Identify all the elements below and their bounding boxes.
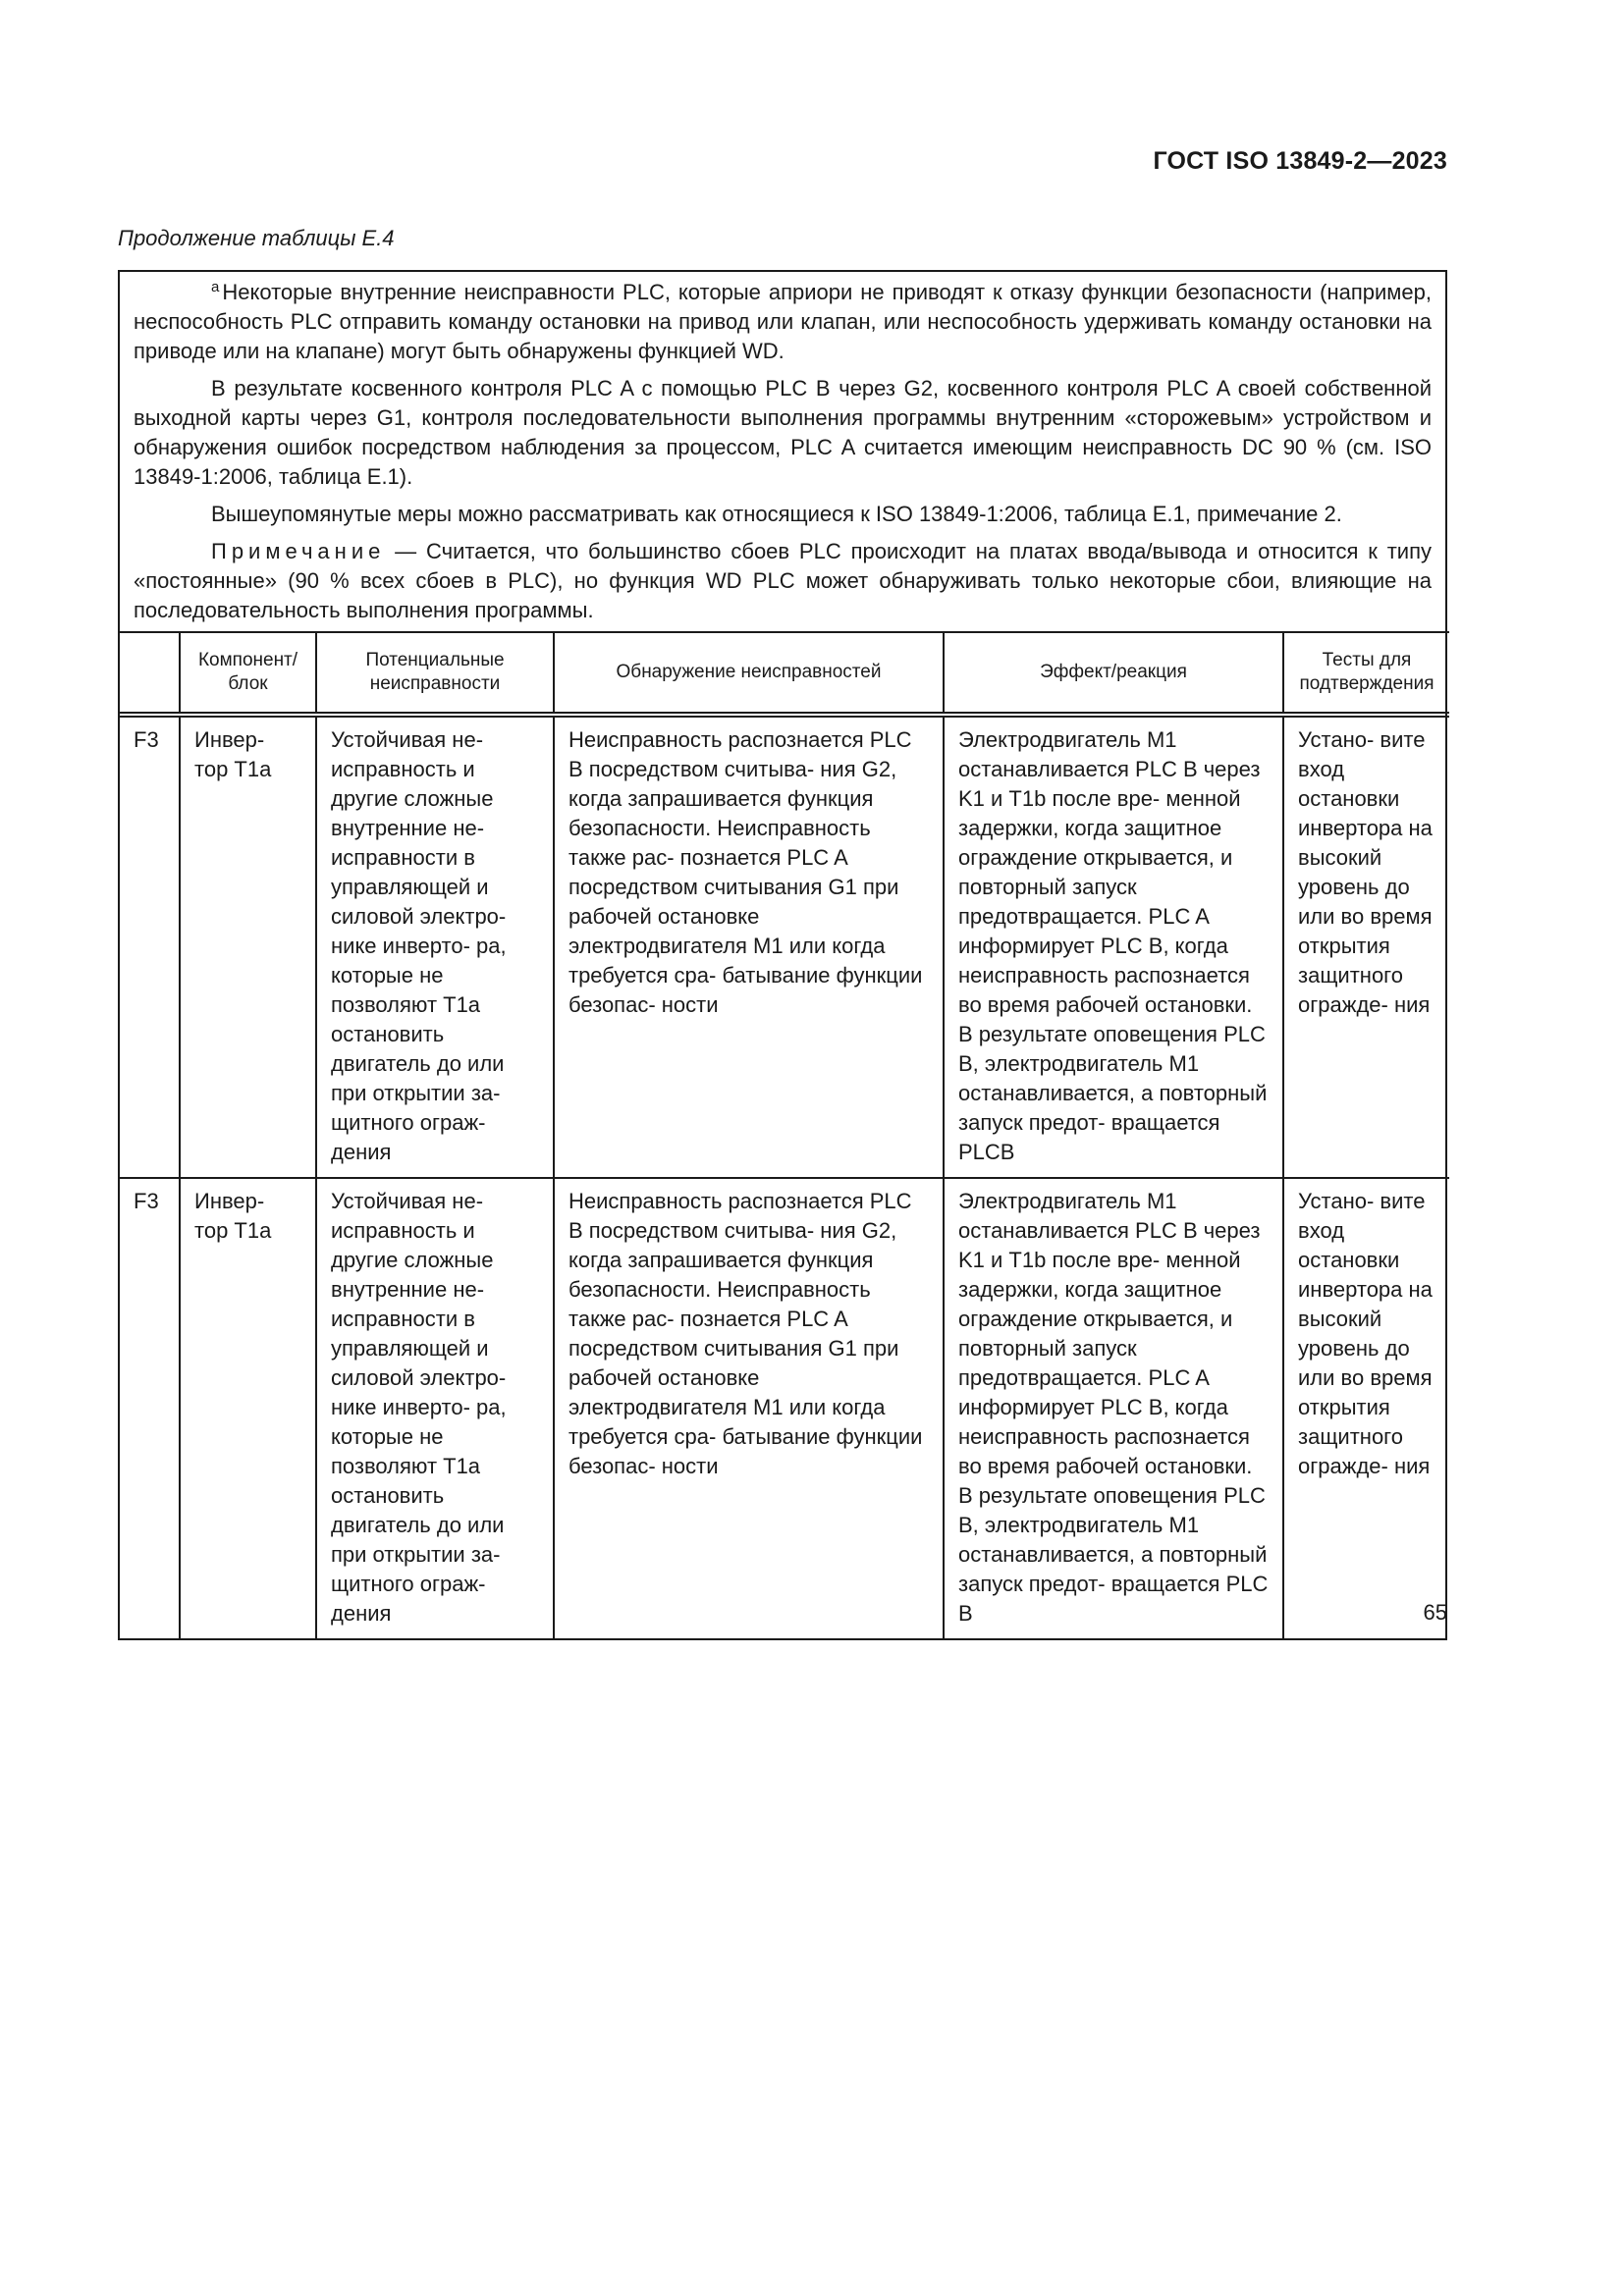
footnote-a: [134, 278, 1432, 366]
footnote-text: Некоторые внутренние неисправности PLC, которые априори не приводят к отказу функции безопасности (например, неспособность PLC отправить команду остановки на привод или клапан, или неспособность удерживать команду остановки на приводе или на клапане) могут быть обнаружены функцией WD.: [134, 280, 1432, 363]
header-detection: Обнаружение неисправностей: [554, 632, 944, 715]
header-faults: Потенциальные неисправности: [316, 632, 554, 715]
table-row: [120, 715, 1449, 1178]
header-id: [120, 632, 180, 715]
standard-code: ГОСТ ISO 13849-2—2023: [1153, 147, 1447, 175]
note-label: Примечание: [211, 539, 386, 563]
table-row: [120, 1178, 1449, 1638]
cell-detection: Неисправность распознается PLC B посредством считыва- ния G2, когда запрашивается функция безопасности. Неисправность также рас- познается PLC A посредством считывания G1 при рабочей остановке электродвигателя M1 или когда требуется сра- батывание функции безопас- ности: [554, 1178, 944, 1638]
fmea-table: [120, 631, 1449, 1638]
cell-id: F3: [120, 1178, 180, 1638]
header-tests: Тесты для подтверждения: [1283, 632, 1449, 715]
cell-faults: Устойчивая не- исправность и другие сложные внутренние не- исправности в управляющей и силовой электро- нике инверто- ра, которые не позволяют T1a остановить двигатель до или при открытии за- щитного ограж- дения: [316, 715, 554, 1178]
note-text: — Считается, что большинство сбоев PLC происходит на платах ввода/вывода и относится к типу «постоянные» (90 % всех сбоев в PLC), но функция WD PLC может обнаруживать только некоторые сбои, влияющие на последовательность выполнения программы.: [134, 539, 1432, 622]
notes-paragraph-3: Вышеупомянутые меры можно рассматривать как относящиеся к ISO 13849-1:2006, таблица Е.1, примечание 2.: [211, 502, 1342, 526]
page-number: 65: [1423, 1600, 1447, 1625]
header-component: Компонент/ блок: [180, 632, 316, 715]
header-effect: Эффект/реакция: [944, 632, 1283, 715]
table-notes: [120, 272, 1445, 631]
footnote-marker: a: [211, 278, 220, 295]
cell-faults: Устойчивая не- исправность и другие сложные внутренние не- исправности в управляющей и силовой электро- нике инверто- ра, которые не позволяют T1a остановить двигатель до или при открытии за- щитного ограж- дения: [316, 1178, 554, 1638]
cell-id: F3: [120, 715, 180, 1178]
table-header-row: [120, 632, 1449, 715]
cell-tests: Устано- вите вход остановки инвертора на высокий уровень до или во время открытия защитного огражде- ния: [1283, 1178, 1449, 1638]
cell-component: Инвер- тор T1a: [180, 1178, 316, 1638]
fmea-table-frame: [118, 270, 1447, 1640]
cell-tests: Устано- вите вход остановки инвертора на высокий уровень до или во время открытия защитного огражде- ния: [1283, 715, 1449, 1178]
cell-effect: Электродвигатель M1 останавливается PLC B через K1 и T1b после вре- менной задержки, когда защитное ограждение открывается, и повторный запуск предотвращается. PLC A информирует PLC B, когда неисправность распознается во время рабочей остановки. В результате оповещения PLC B, электродвигатель M1 останавливается, а повторный запуск предот- вращается PLC B: [944, 1178, 1283, 1638]
cell-effect: Электродвигатель M1 останавливается PLC B через K1 и T1b после вре- менной задержки, когда защитное ограждение открывается, и повторный запуск предотвращается. PLC A информирует PLC B, когда неисправность распознается во время рабочей остановки. В результате оповещения PLC B, электродвигатель M1 останавливается, а повторный запуск предот- вращается PLCB: [944, 715, 1283, 1178]
cell-detection: Неисправность распознается PLC B посредством считыва- ния G2, когда запрашивается функция безопасности. Неисправность также рас- познается PLC A посредством считывания G1 при рабочей остановке электродвигателя M1 или когда требуется сра- батывание функции безопас- ности: [554, 715, 944, 1178]
table-continuation-title: Продолжение таблицы Е.4: [118, 226, 395, 250]
table-note: [134, 537, 1432, 625]
cell-component: Инвер- тор T1a: [180, 715, 316, 1178]
notes-paragraph-2: В результате косвенного контроля PLC A с помощью PLC B через G2, косвенного контроля PLC A своей собственной выходной карты через G1, контроля последовательности выполнения программы внутренним «сторожевым» устройством и обнаружения ошибок посредством наблюдения за процессом, PLC A считается имеющим неисправность DC 90 % (см. ISO 13849-1:2006, таблица Е.1).: [134, 376, 1432, 489]
